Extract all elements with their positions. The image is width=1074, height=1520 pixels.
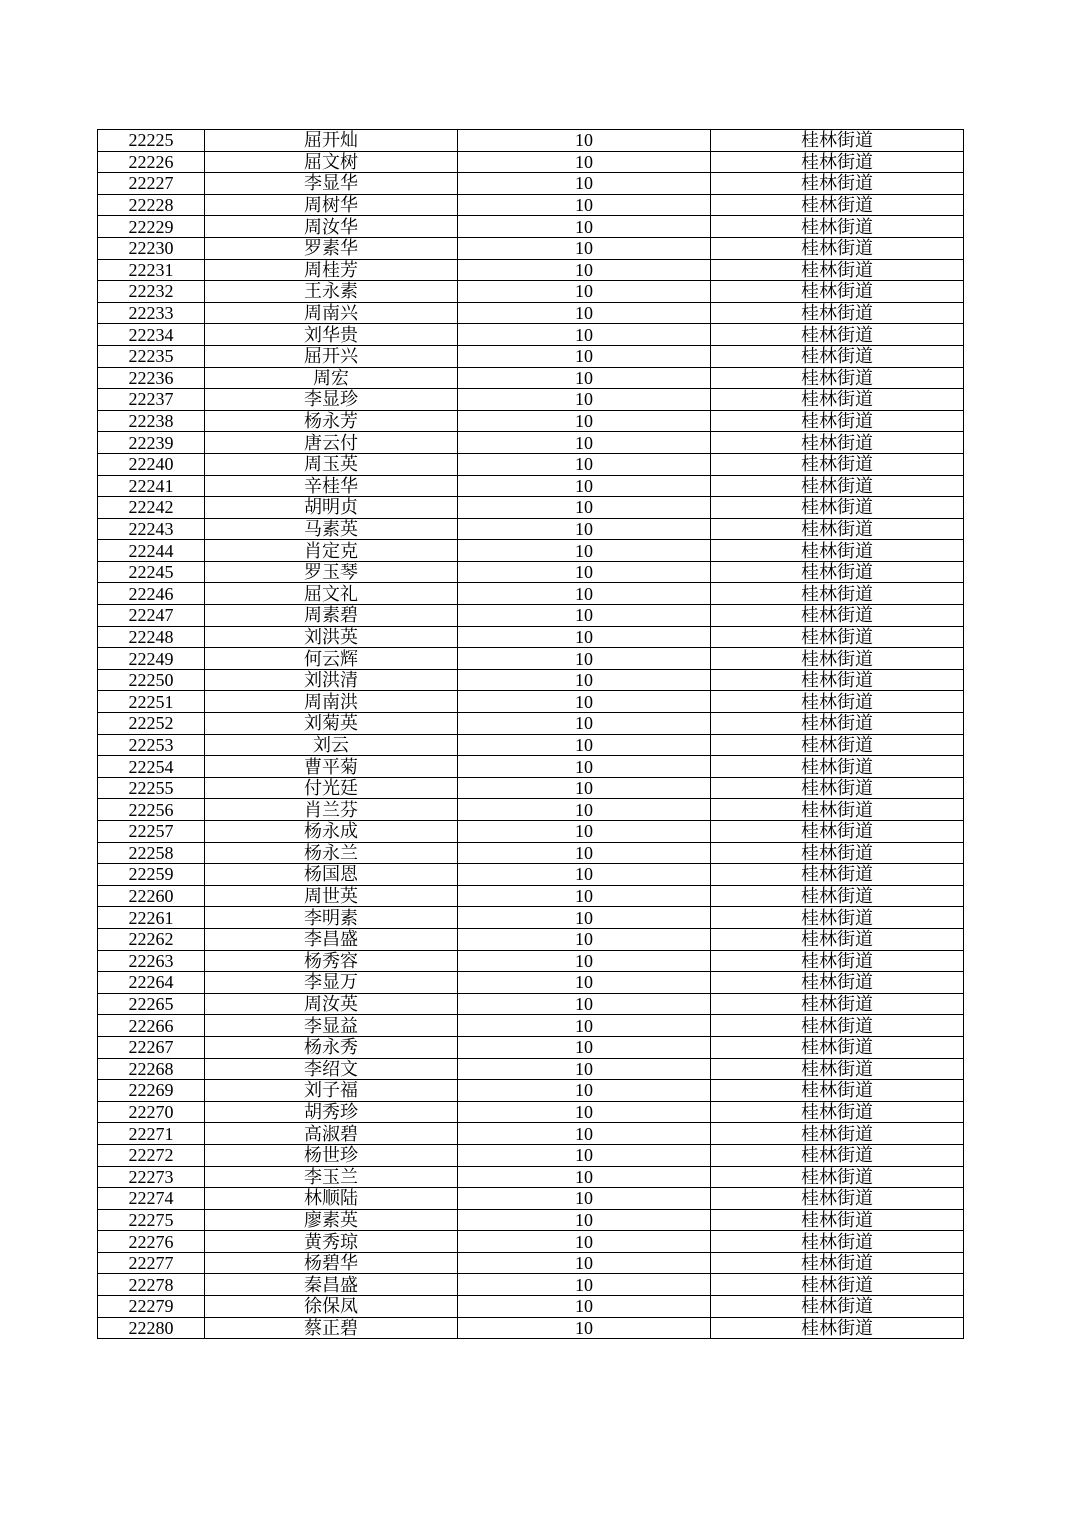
cell-name: 屈开兴 [205,345,458,367]
cell-amount: 10 [458,453,711,475]
cell-subdistrict: 桂林街道 [711,1101,964,1123]
cell-subdistrict: 桂林街道 [711,518,964,540]
cell-name: 屈文礼 [205,583,458,605]
table-row [98,1231,964,1253]
cell-name: 肖定克 [205,540,458,562]
cell-name: 罗玉琴 [205,561,458,583]
cell-name: 李显珍 [205,389,458,411]
cell-subdistrict: 桂林街道 [711,950,964,972]
table-row [98,497,964,519]
cell-id: 22263 [98,950,205,972]
table-row [98,561,964,583]
table-row [98,367,964,389]
table-row [98,1101,964,1123]
cell-name: 周桂芳 [205,259,458,281]
table-row [98,1015,964,1037]
cell-name: 徐保凤 [205,1296,458,1318]
cell-name: 周玉英 [205,453,458,475]
table-row [98,518,964,540]
cell-name: 李绍文 [205,1058,458,1080]
cell-subdistrict: 桂林街道 [711,821,964,843]
cell-subdistrict: 桂林街道 [711,130,964,152]
cell-id: 22248 [98,626,205,648]
cell-subdistrict: 桂林街道 [711,993,964,1015]
cell-id: 22247 [98,605,205,627]
cell-name: 刘洪清 [205,669,458,691]
cell-amount: 10 [458,540,711,562]
table-body [98,130,964,1339]
table-row [98,756,964,778]
cell-subdistrict: 桂林街道 [711,1317,964,1339]
cell-id: 22268 [98,1058,205,1080]
cell-id: 22243 [98,518,205,540]
table-row [98,626,964,648]
cell-amount: 10 [458,842,711,864]
cell-subdistrict: 桂林街道 [711,475,964,497]
cell-id: 22238 [98,410,205,432]
table-row [98,1274,964,1296]
table-row [98,151,964,173]
cell-subdistrict: 桂林街道 [711,1015,964,1037]
cell-subdistrict: 桂林街道 [711,216,964,238]
cell-amount: 10 [458,950,711,972]
cell-name: 周世英 [205,885,458,907]
cell-name: 胡明贞 [205,497,458,519]
table-row [98,885,964,907]
cell-subdistrict: 桂林街道 [711,324,964,346]
table-row [98,799,964,821]
cell-amount: 10 [458,821,711,843]
cell-id: 22261 [98,907,205,929]
cell-name: 杨碧华 [205,1252,458,1274]
cell-name: 胡秀珍 [205,1101,458,1123]
cell-subdistrict: 桂林街道 [711,389,964,411]
cell-name: 李玉兰 [205,1166,458,1188]
cell-id: 22259 [98,864,205,886]
cell-amount: 10 [458,864,711,886]
cell-amount: 10 [458,648,711,670]
cell-subdistrict: 桂林街道 [711,1058,964,1080]
cell-subdistrict: 桂林街道 [711,713,964,735]
table-row [98,1209,964,1231]
table-row [98,432,964,454]
cell-amount: 10 [458,259,711,281]
cell-id: 22231 [98,259,205,281]
cell-name: 杨世珍 [205,1144,458,1166]
table-row [98,324,964,346]
cell-subdistrict: 桂林街道 [711,259,964,281]
table-row [98,713,964,735]
cell-amount: 10 [458,1144,711,1166]
table-row [98,130,964,152]
cell-id: 22233 [98,302,205,324]
cell-id: 22249 [98,648,205,670]
cell-subdistrict: 桂林街道 [711,885,964,907]
cell-subdistrict: 桂林街道 [711,1166,964,1188]
cell-amount: 10 [458,907,711,929]
cell-subdistrict: 桂林街道 [711,173,964,195]
cell-subdistrict: 桂林街道 [711,1036,964,1058]
cell-subdistrict: 桂林街道 [711,691,964,713]
table-row [98,1058,964,1080]
cell-amount: 10 [458,497,711,519]
cell-id: 22242 [98,497,205,519]
cell-name: 刘云 [205,734,458,756]
cell-amount: 10 [458,1015,711,1037]
table-row [98,669,964,691]
cell-name: 李显万 [205,972,458,994]
table-row [98,972,964,994]
cell-subdistrict: 桂林街道 [711,1231,964,1253]
table-row [98,216,964,238]
cell-amount: 10 [458,1036,711,1058]
cell-amount: 10 [458,216,711,238]
cell-subdistrict: 桂林街道 [711,497,964,519]
cell-amount: 10 [458,1101,711,1123]
cell-subdistrict: 桂林街道 [711,345,964,367]
cell-amount: 10 [458,1209,711,1231]
cell-amount: 10 [458,1188,711,1210]
cell-id: 22275 [98,1209,205,1231]
cell-amount: 10 [458,928,711,950]
cell-id: 22225 [98,130,205,152]
cell-name: 周汝英 [205,993,458,1015]
table-row [98,648,964,670]
cell-subdistrict: 桂林街道 [711,864,964,886]
cell-id: 22241 [98,475,205,497]
cell-id: 22276 [98,1231,205,1253]
cell-id: 22250 [98,669,205,691]
cell-name: 周南洪 [205,691,458,713]
cell-id: 22240 [98,453,205,475]
cell-id: 22234 [98,324,205,346]
data-table [97,129,964,1339]
cell-amount: 10 [458,518,711,540]
table-row [98,259,964,281]
cell-id: 22244 [98,540,205,562]
cell-name: 周南兴 [205,302,458,324]
table-row [98,410,964,432]
cell-name: 周汝华 [205,216,458,238]
cell-subdistrict: 桂林街道 [711,626,964,648]
cell-subdistrict: 桂林街道 [711,756,964,778]
cell-subdistrict: 桂林街道 [711,281,964,303]
cell-amount: 10 [458,130,711,152]
cell-subdistrict: 桂林街道 [711,1188,964,1210]
cell-name: 辛桂华 [205,475,458,497]
cell-amount: 10 [458,561,711,583]
cell-name: 肖兰芬 [205,799,458,821]
cell-id: 22229 [98,216,205,238]
cell-subdistrict: 桂林街道 [711,237,964,259]
cell-id: 22265 [98,993,205,1015]
cell-amount: 10 [458,1274,711,1296]
cell-id: 22254 [98,756,205,778]
cell-amount: 10 [458,410,711,432]
cell-subdistrict: 桂林街道 [711,540,964,562]
cell-amount: 10 [458,324,711,346]
table-row [98,734,964,756]
cell-id: 22230 [98,237,205,259]
table-row [98,1252,964,1274]
table-row [98,691,964,713]
cell-subdistrict: 桂林街道 [711,1144,964,1166]
table-row [98,389,964,411]
cell-id: 22255 [98,777,205,799]
cell-name: 黄秀琼 [205,1231,458,1253]
cell-name: 李显华 [205,173,458,195]
cell-subdistrict: 桂林街道 [711,453,964,475]
table-row [98,907,964,929]
table-row [98,1166,964,1188]
cell-id: 22256 [98,799,205,821]
table-row [98,1317,964,1339]
cell-name: 曹平菊 [205,756,458,778]
cell-subdistrict: 桂林街道 [711,302,964,324]
cell-name: 杨永芳 [205,410,458,432]
cell-id: 22252 [98,713,205,735]
cell-subdistrict: 桂林街道 [711,799,964,821]
cell-name: 李昌盛 [205,928,458,950]
cell-id: 22267 [98,1036,205,1058]
table-row [98,821,964,843]
cell-amount: 10 [458,691,711,713]
cell-subdistrict: 桂林街道 [711,648,964,670]
table-row [98,453,964,475]
cell-id: 22251 [98,691,205,713]
cell-id: 22279 [98,1296,205,1318]
cell-name: 唐云付 [205,432,458,454]
cell-amount: 10 [458,885,711,907]
cell-id: 22245 [98,561,205,583]
table-row [98,1144,964,1166]
cell-id: 22277 [98,1252,205,1274]
cell-name: 周宏 [205,367,458,389]
table-row [98,237,964,259]
cell-id: 22237 [98,389,205,411]
cell-name: 林顺陆 [205,1188,458,1210]
table-row [98,540,964,562]
cell-amount: 10 [458,1231,711,1253]
cell-amount: 10 [458,993,711,1015]
cell-subdistrict: 桂林街道 [711,1274,964,1296]
cell-amount: 10 [458,605,711,627]
cell-id: 22274 [98,1188,205,1210]
cell-amount: 10 [458,194,711,216]
cell-subdistrict: 桂林街道 [711,669,964,691]
cell-amount: 10 [458,799,711,821]
cell-subdistrict: 桂林街道 [711,410,964,432]
cell-amount: 10 [458,777,711,799]
cell-name: 杨永成 [205,821,458,843]
cell-id: 22260 [98,885,205,907]
cell-amount: 10 [458,475,711,497]
cell-id: 22246 [98,583,205,605]
cell-subdistrict: 桂林街道 [711,842,964,864]
cell-name: 廖素英 [205,1209,458,1231]
cell-subdistrict: 桂林街道 [711,367,964,389]
cell-amount: 10 [458,583,711,605]
cell-id: 22269 [98,1080,205,1102]
cell-id: 22258 [98,842,205,864]
cell-amount: 10 [458,669,711,691]
cell-name: 杨秀容 [205,950,458,972]
cell-amount: 10 [458,1123,711,1145]
cell-name: 罗素华 [205,237,458,259]
cell-amount: 10 [458,1166,711,1188]
table-row [98,281,964,303]
table-row [98,605,964,627]
table-row [98,173,964,195]
cell-amount: 10 [458,734,711,756]
cell-amount: 10 [458,173,711,195]
cell-subdistrict: 桂林街道 [711,734,964,756]
cell-subdistrict: 桂林街道 [711,928,964,950]
table-row [98,928,964,950]
cell-amount: 10 [458,1317,711,1339]
table-row [98,842,964,864]
cell-amount: 10 [458,367,711,389]
cell-subdistrict: 桂林街道 [711,151,964,173]
cell-subdistrict: 桂林街道 [711,194,964,216]
cell-amount: 10 [458,1252,711,1274]
cell-name: 杨永兰 [205,842,458,864]
cell-amount: 10 [458,756,711,778]
cell-amount: 10 [458,389,711,411]
cell-id: 22280 [98,1317,205,1339]
cell-name: 李明素 [205,907,458,929]
cell-name: 王永素 [205,281,458,303]
cell-name: 刘洪英 [205,626,458,648]
cell-amount: 10 [458,1296,711,1318]
table-row [98,950,964,972]
table-row [98,475,964,497]
cell-name: 高淑碧 [205,1123,458,1145]
cell-id: 22272 [98,1144,205,1166]
table-row [98,1123,964,1145]
table-row [98,1080,964,1102]
cell-id: 22236 [98,367,205,389]
cell-id: 22278 [98,1274,205,1296]
table-row [98,993,964,1015]
cell-subdistrict: 桂林街道 [711,1252,964,1274]
table-row [98,194,964,216]
cell-name: 李显益 [205,1015,458,1037]
table-row [98,777,964,799]
cell-id: 22270 [98,1101,205,1123]
cell-name: 周树华 [205,194,458,216]
table-row [98,345,964,367]
cell-amount: 10 [458,345,711,367]
cell-amount: 10 [458,237,711,259]
cell-name: 刘子福 [205,1080,458,1102]
cell-id: 22239 [98,432,205,454]
cell-name: 屈文树 [205,151,458,173]
cell-subdistrict: 桂林街道 [711,1296,964,1318]
cell-id: 22228 [98,194,205,216]
cell-name: 蔡正碧 [205,1317,458,1339]
table-row [98,302,964,324]
table-row [98,1188,964,1210]
cell-subdistrict: 桂林街道 [711,583,964,605]
cell-subdistrict: 桂林街道 [711,972,964,994]
cell-id: 22264 [98,972,205,994]
cell-name: 杨国恩 [205,864,458,886]
cell-name: 杨永秀 [205,1036,458,1058]
cell-amount: 10 [458,432,711,454]
cell-subdistrict: 桂林街道 [711,1209,964,1231]
cell-id: 22273 [98,1166,205,1188]
cell-amount: 10 [458,626,711,648]
cell-subdistrict: 桂林街道 [711,777,964,799]
table-row [98,1036,964,1058]
cell-name: 刘华贵 [205,324,458,346]
cell-name: 马素英 [205,518,458,540]
cell-name: 周素碧 [205,605,458,627]
cell-id: 22226 [98,151,205,173]
cell-id: 22271 [98,1123,205,1145]
table-row [98,583,964,605]
cell-name: 付光廷 [205,777,458,799]
cell-subdistrict: 桂林街道 [711,1123,964,1145]
cell-id: 22235 [98,345,205,367]
cell-id: 22232 [98,281,205,303]
cell-subdistrict: 桂林街道 [711,432,964,454]
table-row [98,1296,964,1318]
cell-id: 22227 [98,173,205,195]
cell-amount: 10 [458,281,711,303]
cell-amount: 10 [458,151,711,173]
cell-subdistrict: 桂林街道 [711,561,964,583]
cell-subdistrict: 桂林街道 [711,1080,964,1102]
cell-amount: 10 [458,1080,711,1102]
cell-amount: 10 [458,972,711,994]
cell-name: 何云辉 [205,648,458,670]
cell-name: 秦昌盛 [205,1274,458,1296]
cell-subdistrict: 桂林街道 [711,605,964,627]
cell-amount: 10 [458,1058,711,1080]
cell-id: 22257 [98,821,205,843]
cell-id: 22262 [98,928,205,950]
table-row [98,864,964,886]
cell-subdistrict: 桂林街道 [711,907,964,929]
cell-name: 屈开灿 [205,130,458,152]
cell-amount: 10 [458,302,711,324]
cell-id: 22266 [98,1015,205,1037]
cell-name: 刘菊英 [205,713,458,735]
cell-id: 22253 [98,734,205,756]
cell-amount: 10 [458,713,711,735]
